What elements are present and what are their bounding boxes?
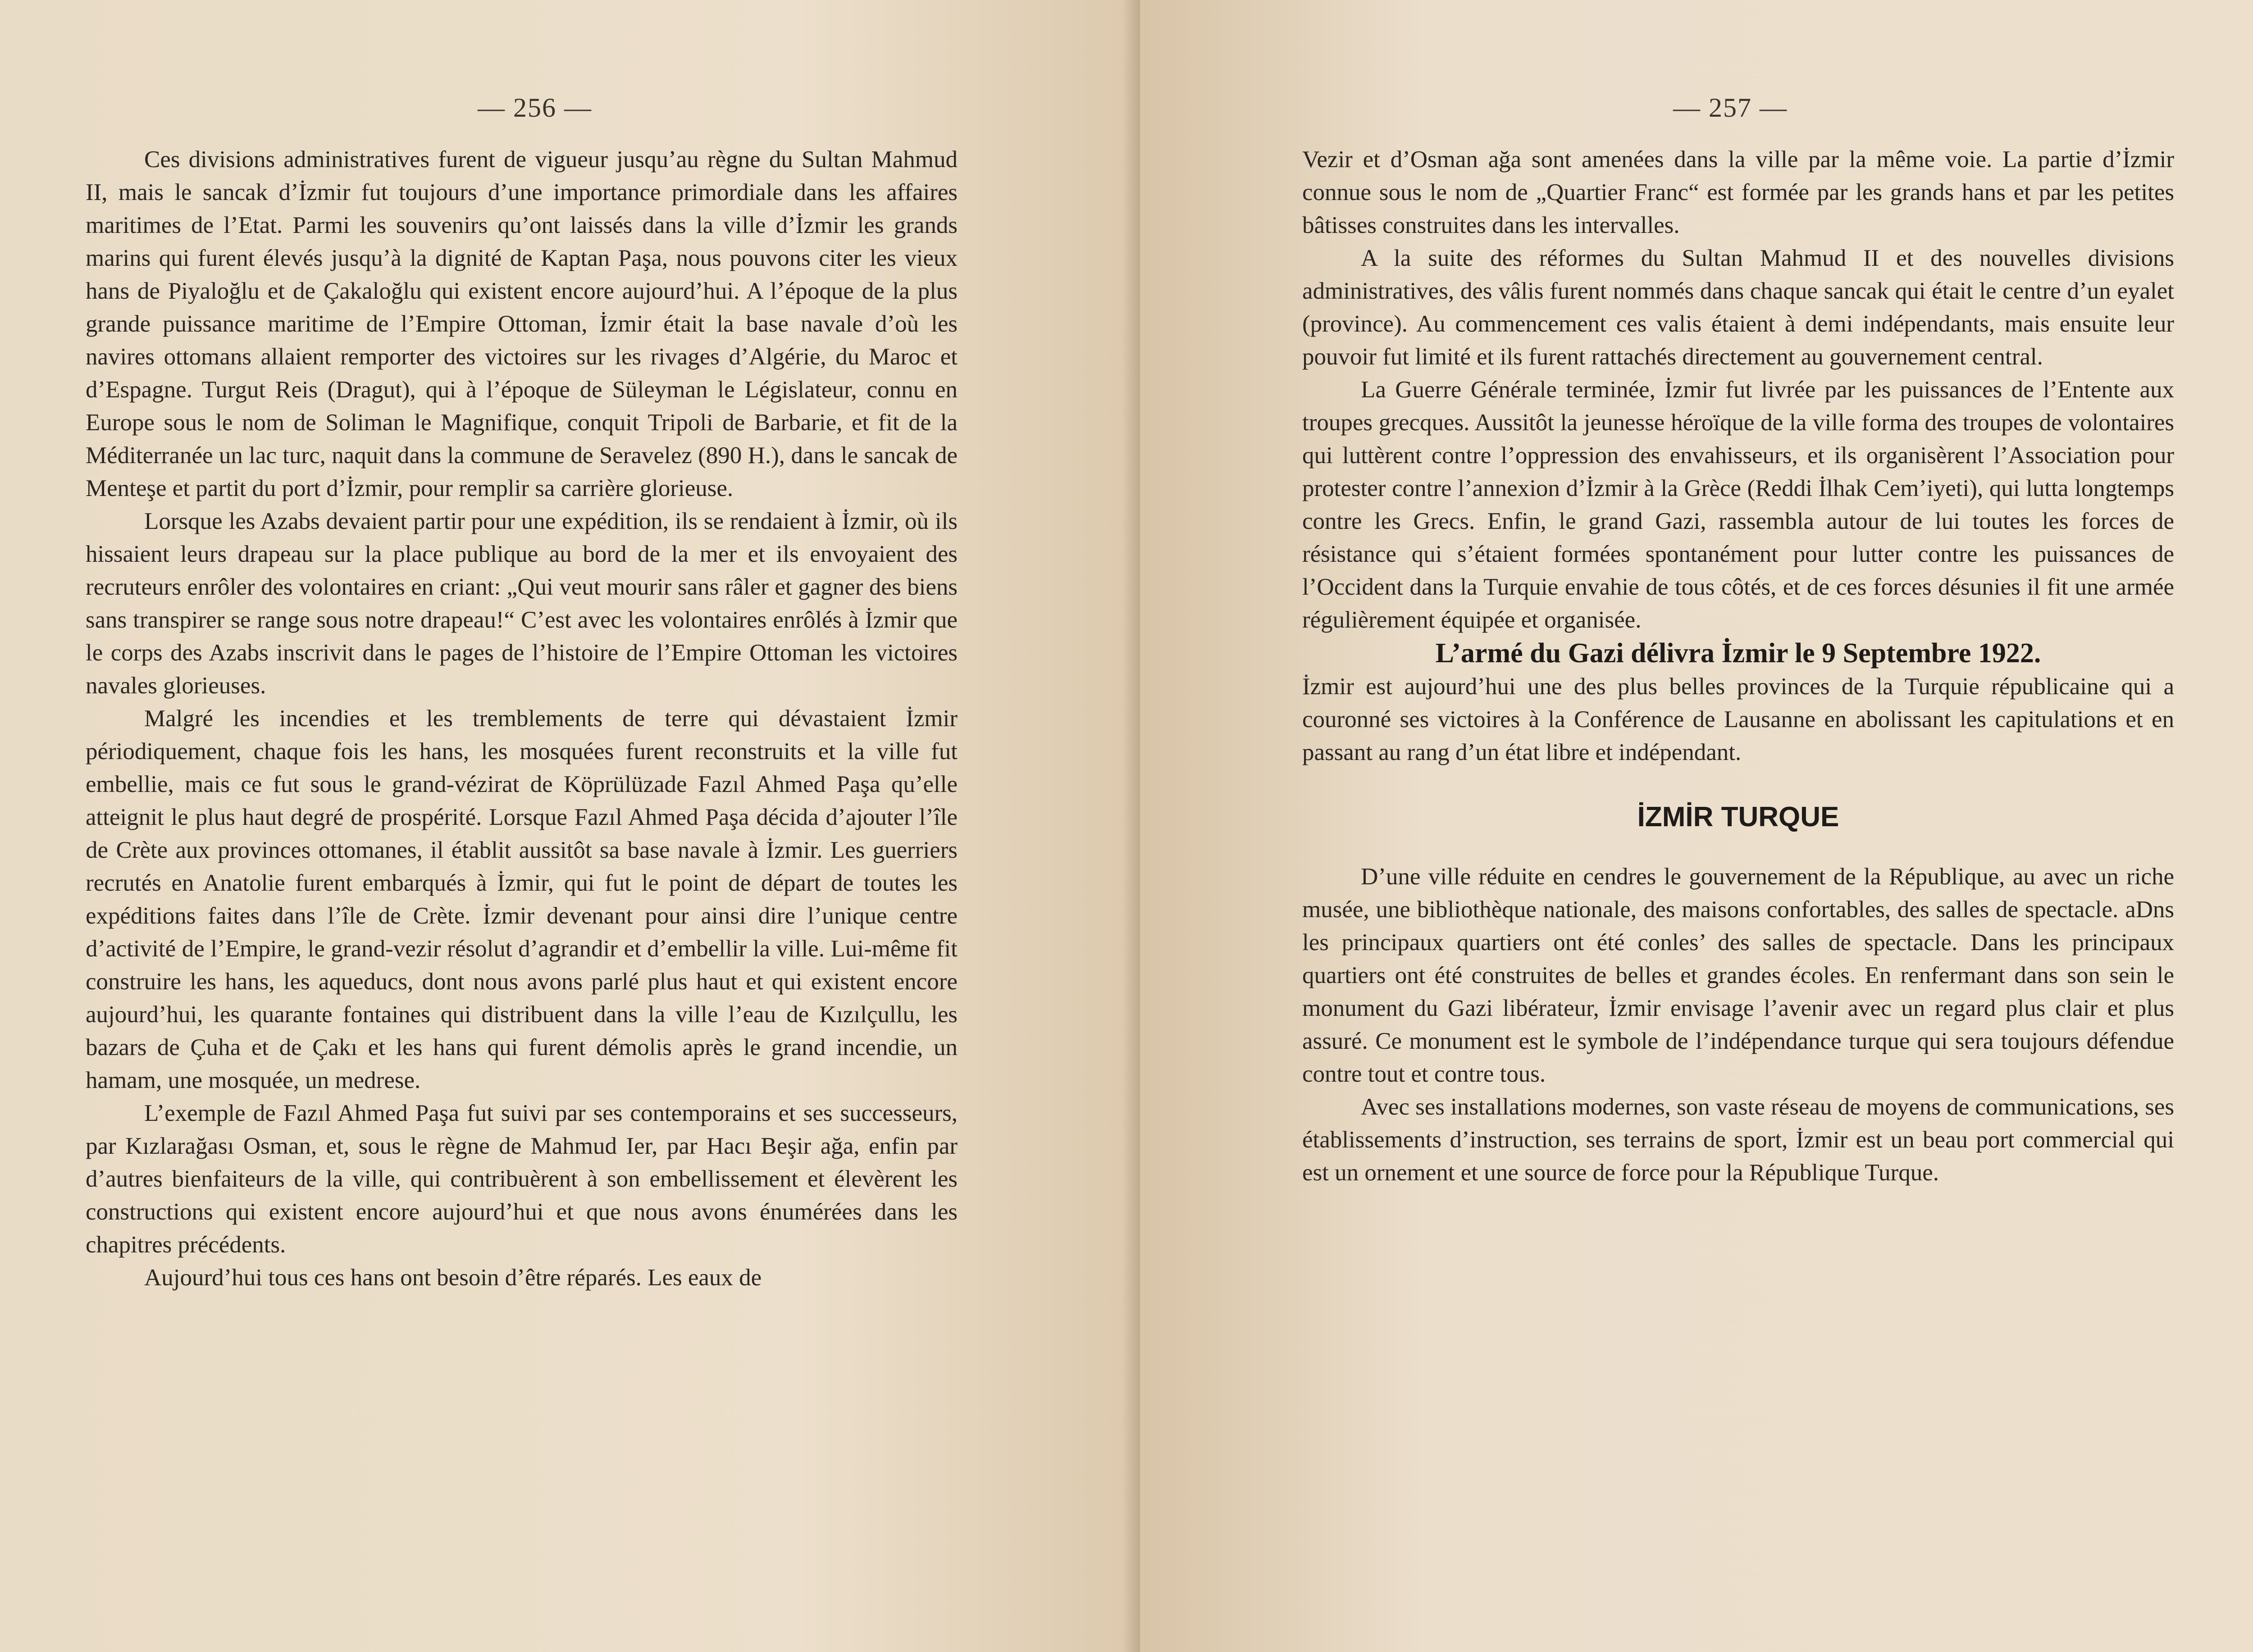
paragraph: Aujourd’hui tous ces hans ont besoin d’être réparés. Les eaux de: [144, 1265, 762, 1291]
paragraph: A la suite des réformes du Sultan Mahmud II et des nouvelles divisions administratives, des vâlis furent nommés dans chaque sancak qui était le centre d’un eyalet (province). Au commencement ces valis étaient à demi indépendants, mais ensuite leur pouvoir fut limité et ils furent rattachés directement au gouvernement central.: [1302, 245, 2174, 370]
paragraph: İzmir est aujourd’hui une des plus belles provinces de la Turquie républicaine qui a couronné ses victoires à la Conférence de Lausanne en abolissant les capitulations et en passant au rang d’un état libre et indépendant.: [1302, 674, 2174, 765]
paragraph: Avec ses installations modernes, son vaste réseau de moyens de communications, ses établissements d’instruction, ses terrains de sport, İzmir est un beau port commercial qui est un ornement et une source de force pour la République Turque.: [1302, 1094, 2175, 1186]
paragraph: L’exemple de Fazıl Ahmed Paşa fut suivi par ses contemporains et ses successeurs, par Kızlarağası Osman, et, sous le règne de Mahmud Ier, par Hacı Beşir ağa, enfin par d’autres bienfaiteurs de la ville, qui contribuèrent à son embellissement et élevèrent les constructions qui existent encore aujourd’hui et que nous avons énumérées dans les chapitres précédents.: [86, 1100, 958, 1258]
paragraph: D’une ville réduite en cendres le gouvernement de la République, au avec un riche musée, une bibliothèque nationale, des maisons confortables, des salles de spectacle. aDns les principaux quartiers ont été conles’ des salles de spectacle. Dans les principaux quartiers ont été construites de belles et grandes écoles. En renfermant dans son sein le monument du Gazi libérateur, İzmir envisage l’avenir avec un regard plus clair et plus assuré. Ce monument est le symbole de l’indépendance turque qui sera toujours défendue contre tout et contre tous.: [1302, 864, 2174, 1087]
paragraph: Lorsque les Azabs devaient partir pour une expédition, ils se rendaient à İzmir, où ils hissaient leurs drapeau sur la place publique au bord de la mer et ils envoyaient des recruteurs enrôler des volontaires en criant: „Qui veut mourir sans râler et gagner des biens sans transpirer se range sous notre drapeau!“ C’est avec les volontaires enrôlés à İzmir que le corps des Azabs inscrivit dans le pages de l’histoire de l’Empire Ottoman les victoires navales glorieuses.: [86, 508, 958, 699]
right-page-body: [1302, 143, 2174, 1189]
bold-heading: L’armé du Gazi délivra İzmir le 9 Septembre 1922.: [1435, 638, 2041, 669]
page-number: — 256 —: [478, 93, 592, 123]
paragraph: Ces divisions administratives furent de vigueur jusqu’au règne du Sultan Mahmud II, mais le sancak d’İzmir fut toujours d’une importance primordiale dans les affaires maritimes de l’Etat. Parmi les souvenirs qu’ont laissés dans la ville d’İzmir les grands marins qui furent élevés jusqu’à la dignité de Kaptan Paşa, nous pouvons citer les vieux hans de Piyaloğlu et de Çakaloğlu qui existent encore aujourd’hui. A l’époque de la plus grande puissance maritime de l’Empire Ottoman, İzmir était la base navale d’où les navires ottomans allaient remporter des victoires sur les rivages d’Algérie, du Maroc et d’Espagne. Turgut Reis (Dragut), qui à l’époque de Süleyman le Législateur, connu en Europe sous le nom de Soliman le Magnifique, conquit Tripoli de Barbarie, et fit de la Méditerranée un lac turc, naquit dans la commune de Seravelez (890 H.), dans le sancak de Menteşe et partit du port d’İzmir, pour remplir sa carrière glorieuse.: [86, 146, 958, 501]
paragraph: La Guerre Générale terminée, İzmir fut livrée par les puissances de l’Entente aux troupes grecques. Aussitôt la jeunesse héroïque de la ville forma des troupes de volontaires qui luttèrent contre l’oppression des envahisseurs, et ils organisèrent l’Association pour protester contre l’annexion d’İzmir à la Grèce (Reddi İlhak Cem’iyeti), qui lutta longtemps contre les Grecs. Enfin, le grand Gazi, rassembla autour de lui toutes les forces de résistance qui s’étaient formées spontanément pour lutter contre les puissances de l’Occident dans la Turquie envahie de tous côtés, et de ces forces désunies il fit une armée régulièrement équipée et organisée.: [1302, 377, 2174, 633]
paragraph: Vezir et d’Osman ağa sont amenées dans la ville par la même voie. La partie d’İzmir connue sous le nom de „Quartier Franc“ est formée par les grands hans et par les petites bâtisses construites dans les intervalles.: [1302, 146, 2174, 238]
left-page-body: [86, 143, 958, 1294]
section-title: İZMİR TURQUE: [1637, 801, 1839, 833]
paragraph: Malgré les incendies et les tremblements de terre qui dévastaient İzmir périodiquement, chaque fois les hans, les mosquées furent reconstruits et la ville fut embellie, mais ce fut sous le grand-vézirat de Köprülüzade Fazıl Ahmed Paşa qu’elle atteignit le plus haut degré de prospérité. Lorsque Fazıl Ahmed Paşa décida d’ajouter l’île de Crète aux provinces ottomanes, il établit aussitôt sa base navale à İzmir. Les guerriers recrutés en Anatolie furent embarqués à İzmir, qui fut le point de départ de toutes les expéditions faites dans l’île de Crète. İzmir devenant pour ainsi dire l’unique centre d’activité de l’Empire, le grand-vezir résolut d’agrandir et d’embellir la ville. Lui-même fit construire les hans, les aqueducs, dont nous avons parlé plus haut et qui existent encore aujourd’hui, les quarante fontaines qui distribuent dans la ville l’eau de Kızılçullu, les bazars de Çuha et de Çakı et les hans qui furent démolis après le grand incendie, un hamam, une mosquée, un medrese.: [86, 705, 958, 1093]
page-number: — 257 —: [1673, 93, 1788, 123]
